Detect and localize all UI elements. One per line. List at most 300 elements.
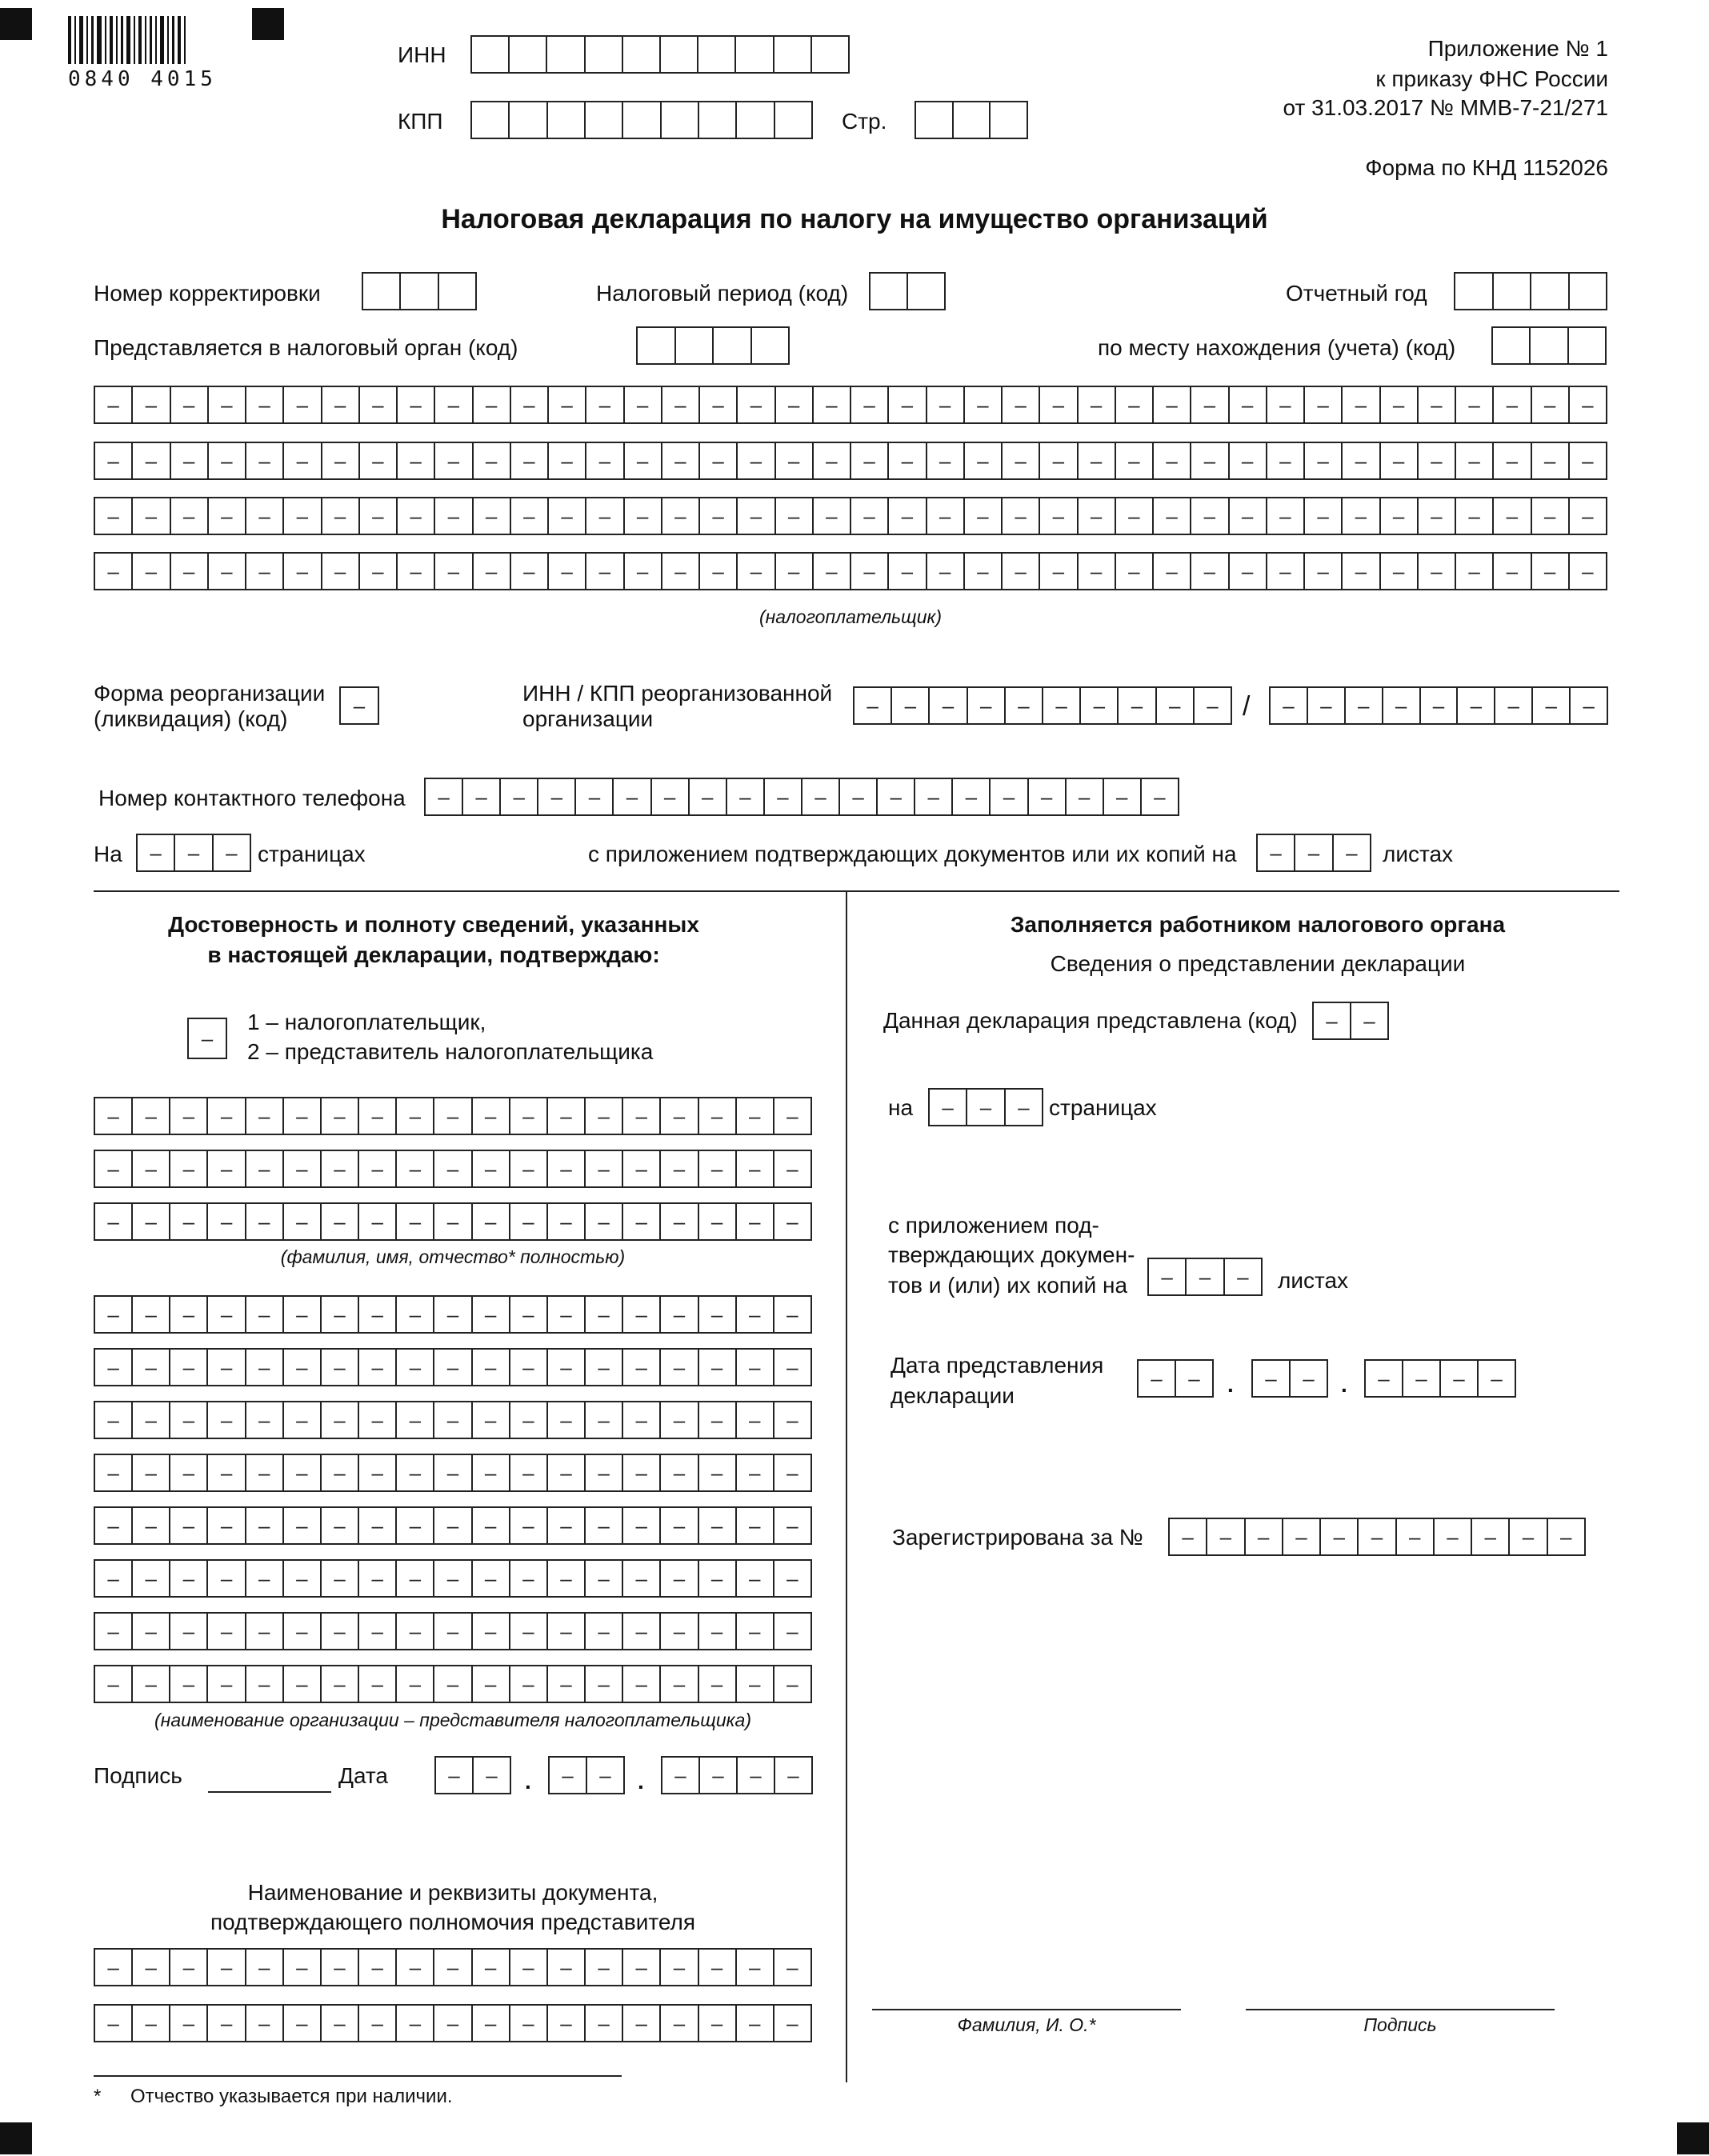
cell[interactable]: – [510, 1402, 548, 1438]
cell[interactable]: – [397, 1561, 434, 1596]
cell[interactable]: – [1116, 443, 1154, 478]
cell[interactable]: – [776, 443, 814, 478]
cell[interactable]: – [284, 1455, 322, 1490]
cell[interactable]: – [576, 779, 614, 814]
cell[interactable]: – [1154, 498, 1191, 534]
cell[interactable]: – [548, 1666, 586, 1702]
cell[interactable]: – [510, 1614, 548, 1649]
cell[interactable]: – [284, 1098, 322, 1134]
cell[interactable]: – [550, 1758, 587, 1793]
cell[interactable]: – [965, 554, 1003, 589]
cell[interactable]: – [95, 554, 133, 589]
cell[interactable]: – [486, 1762, 498, 1787]
cell[interactable]: – [927, 387, 965, 422]
cell[interactable]: – [95, 1508, 133, 1543]
cell[interactable]: – [1139, 1361, 1176, 1396]
cell[interactable]: – [699, 1204, 737, 1239]
cell[interactable]: – [434, 1666, 472, 1702]
cell[interactable]: – [1381, 554, 1419, 589]
cell[interactable]: – [786, 1354, 798, 1379]
cell[interactable]: – [170, 1950, 208, 1985]
cell[interactable]: – [623, 1151, 661, 1186]
cell[interactable]: – [322, 498, 360, 534]
cell[interactable]: – [1532, 443, 1570, 478]
cell[interactable]: – [1154, 443, 1191, 478]
cell[interactable]: – [1029, 779, 1067, 814]
cell[interactable]: – [246, 2006, 284, 2041]
cell[interactable]: – [1003, 387, 1040, 422]
cell[interactable]: – [586, 2006, 623, 2041]
cell[interactable]: – [208, 1455, 246, 1490]
cell[interactable]: – [436, 1758, 474, 1793]
cell[interactable]: – [133, 443, 170, 478]
cell[interactable]: – [208, 1614, 246, 1649]
cell[interactable]: – [398, 554, 435, 589]
cell[interactable]: – [661, 2006, 698, 2041]
cell[interactable]: – [1383, 688, 1421, 723]
cell[interactable]: – [359, 1350, 397, 1385]
cell[interactable]: – [699, 1151, 737, 1186]
cell[interactable]: – [889, 554, 927, 589]
cell[interactable]: – [854, 688, 892, 723]
cell[interactable]: – [473, 1297, 510, 1332]
cell[interactable]: – [965, 498, 1003, 534]
cell[interactable]: – [625, 554, 662, 589]
cell[interactable]: – [434, 1455, 472, 1490]
cell[interactable]: – [246, 1098, 284, 1134]
cell[interactable]: – [1343, 498, 1380, 534]
cell[interactable]: – [814, 554, 851, 589]
cell[interactable]: – [625, 387, 662, 422]
cell[interactable]: – [284, 1204, 322, 1239]
cell[interactable]: – [95, 1950, 133, 1985]
cell[interactable]: – [1154, 387, 1191, 422]
cell[interactable]: – [661, 1950, 698, 1985]
cell[interactable]: – [133, 1455, 170, 1490]
signer-fio-row-3[interactable] [94, 1202, 812, 1241]
taxpayer-name-row-4[interactable] [94, 552, 1607, 590]
cell[interactable]: – [738, 443, 775, 478]
cell[interactable]: – [209, 443, 246, 478]
cell[interactable]: – [623, 1561, 661, 1596]
cell[interactable]: – [435, 554, 473, 589]
location-field[interactable] [1491, 326, 1607, 365]
representative-org-row-1[interactable] [94, 1295, 812, 1334]
cell[interactable]: – [170, 1297, 208, 1332]
cell[interactable]: – [398, 443, 435, 478]
cell[interactable]: – [1314, 1003, 1351, 1038]
cell[interactable]: – [1494, 498, 1531, 534]
cell[interactable]: – [473, 1614, 510, 1649]
cell[interactable]: – [434, 1297, 472, 1332]
cell[interactable]: – [1040, 498, 1078, 534]
cell[interactable]: – [662, 443, 700, 478]
cell[interactable]: – [1006, 688, 1043, 723]
cell[interactable]: – [1366, 1361, 1403, 1396]
cell[interactable]: – [322, 1204, 359, 1239]
cell[interactable]: – [1079, 387, 1116, 422]
cell[interactable]: – [851, 387, 889, 422]
cell[interactable]: – [662, 1758, 700, 1793]
cell[interactable]: – [246, 1614, 284, 1649]
cell[interactable]: – [246, 1151, 284, 1186]
cell[interactable]: – [170, 1666, 208, 1702]
cell[interactable]: – [851, 443, 889, 478]
cell[interactable]: – [548, 1297, 586, 1332]
cell[interactable]: – [133, 1098, 170, 1134]
cell[interactable]: – [930, 1090, 967, 1125]
cell[interactable]: – [599, 1762, 611, 1787]
cell[interactable]: – [170, 1508, 208, 1543]
cell[interactable]: – [727, 779, 765, 814]
cell[interactable]: – [359, 1950, 397, 1985]
cell[interactable]: – [927, 498, 965, 534]
inn-field[interactable] [470, 35, 850, 74]
cell[interactable]: – [95, 443, 133, 478]
cell[interactable]: – [661, 1350, 698, 1385]
cell[interactable]: – [170, 1151, 208, 1186]
cell[interactable]: – [95, 1098, 133, 1134]
cell[interactable]: – [1582, 503, 1594, 528]
cell[interactable]: – [1003, 554, 1040, 589]
cell[interactable]: – [284, 1561, 322, 1596]
cell[interactable]: – [133, 498, 170, 534]
cell[interactable]: – [171, 443, 209, 478]
cell[interactable]: – [699, 1350, 737, 1385]
cell[interactable]: – [434, 1204, 472, 1239]
cell[interactable]: – [1381, 443, 1419, 478]
cell[interactable]: – [133, 1666, 170, 1702]
cell[interactable]: – [1116, 554, 1154, 589]
cell[interactable]: – [786, 1566, 798, 1590]
cell[interactable]: – [1116, 498, 1154, 534]
cell[interactable]: – [661, 1297, 698, 1332]
cell[interactable]: – [322, 1666, 359, 1702]
cell[interactable]: – [434, 2006, 472, 2041]
cell[interactable]: – [814, 443, 851, 478]
cell[interactable]: – [586, 554, 624, 589]
cell[interactable]: – [892, 688, 930, 723]
cell[interactable]: – [1532, 554, 1570, 589]
cell[interactable]: – [586, 1455, 623, 1490]
cell[interactable]: – [397, 1508, 434, 1543]
cell[interactable]: – [776, 387, 814, 422]
cell[interactable]: – [1018, 1094, 1030, 1119]
cell[interactable]: – [1494, 554, 1531, 589]
cell[interactable]: – [586, 1151, 623, 1186]
cell[interactable]: – [586, 1614, 623, 1649]
cell[interactable]: – [586, 1098, 623, 1134]
cell[interactable]: – [360, 554, 398, 589]
cell[interactable]: – [473, 1402, 510, 1438]
cell[interactable]: – [133, 1151, 170, 1186]
cell[interactable]: – [359, 1402, 397, 1438]
cell[interactable]: – [95, 1204, 133, 1239]
cell[interactable]: – [851, 554, 889, 589]
cell[interactable]: – [322, 387, 360, 422]
cell[interactable]: – [1230, 387, 1267, 422]
cell[interactable]: – [95, 498, 133, 534]
cell[interactable]: – [434, 1402, 472, 1438]
cell[interactable]: – [133, 1561, 170, 1596]
representative-org-row-3[interactable] [94, 1401, 812, 1439]
cell[interactable]: – [1191, 387, 1229, 422]
cell[interactable]: – [201, 1026, 214, 1050]
cell[interactable]: – [586, 1297, 623, 1332]
cell[interactable]: – [652, 779, 690, 814]
representative-org-row-8[interactable] [94, 1665, 812, 1703]
cell[interactable]: – [586, 387, 624, 422]
cell[interactable]: – [95, 2006, 133, 2041]
representative-org-row-4[interactable] [94, 1454, 812, 1492]
cell[interactable]: – [360, 387, 398, 422]
cell[interactable]: – [1343, 554, 1380, 589]
representative-org-row-2[interactable] [94, 1348, 812, 1386]
cell[interactable]: – [1456, 554, 1494, 589]
cell[interactable]: – [322, 1151, 359, 1186]
cell[interactable]: – [1441, 1361, 1479, 1396]
cell[interactable]: – [1308, 688, 1346, 723]
cell[interactable]: – [511, 554, 549, 589]
signature-line[interactable] [208, 1791, 331, 1793]
representative-org-row-6[interactable] [94, 1559, 812, 1598]
cell[interactable]: – [473, 1561, 510, 1596]
cell[interactable]: – [700, 443, 738, 478]
cell[interactable]: – [322, 1098, 359, 1134]
cell[interactable]: – [501, 779, 538, 814]
cell[interactable]: – [510, 1455, 548, 1490]
cell[interactable]: – [208, 1098, 246, 1134]
cell[interactable]: – [1494, 443, 1531, 478]
cell[interactable]: – [586, 1402, 623, 1438]
cell[interactable]: – [322, 1508, 359, 1543]
cell[interactable]: – [927, 554, 965, 589]
cell[interactable]: – [474, 443, 511, 478]
cell[interactable]: – [246, 498, 284, 534]
cell[interactable]: – [661, 1614, 698, 1649]
cell[interactable]: – [1230, 498, 1267, 534]
cell[interactable]: – [1267, 498, 1305, 534]
cell[interactable]: – [397, 1950, 434, 1985]
cell[interactable]: – [1271, 688, 1308, 723]
cell[interactable]: – [322, 1297, 359, 1332]
cell[interactable]: – [353, 693, 366, 718]
cell[interactable]: – [95, 1666, 133, 1702]
cell[interactable]: – [991, 779, 1028, 814]
cell[interactable]: – [623, 1666, 661, 1702]
cell[interactable]: – [510, 2006, 548, 2041]
cell[interactable]: – [1303, 1366, 1315, 1390]
cell[interactable]: – [510, 1950, 548, 1985]
cell[interactable]: – [786, 1407, 798, 1432]
cell[interactable]: – [548, 1151, 586, 1186]
cell[interactable]: – [1157, 688, 1195, 723]
cell[interactable]: – [1582, 392, 1594, 417]
cell[interactable]: – [511, 498, 549, 534]
office-pages-field[interactable] [928, 1088, 1043, 1126]
cell[interactable]: – [397, 1455, 434, 1490]
cell[interactable]: – [738, 1758, 775, 1793]
cell[interactable]: – [1435, 1519, 1472, 1554]
cell[interactable]: – [737, 1297, 774, 1332]
cell[interactable]: – [661, 1455, 698, 1490]
cell[interactable]: – [208, 2006, 246, 2041]
cell[interactable]: – [699, 1455, 737, 1490]
cell[interactable]: – [397, 1297, 434, 1332]
submission-date-day-field[interactable] [1137, 1359, 1214, 1398]
cell[interactable]: – [586, 1204, 623, 1239]
cell[interactable]: – [473, 1950, 510, 1985]
cell[interactable]: – [284, 1950, 322, 1985]
cell[interactable]: – [786, 2010, 798, 2035]
cell[interactable]: – [1456, 443, 1494, 478]
signer-fio-row-1[interactable] [94, 1097, 812, 1135]
date-day-field[interactable] [434, 1756, 511, 1794]
cell[interactable]: – [786, 1209, 798, 1234]
cell[interactable]: – [661, 1402, 698, 1438]
cell[interactable]: – [171, 554, 209, 589]
cell[interactable]: – [511, 443, 549, 478]
reorg-form-field[interactable] [339, 686, 379, 725]
cell[interactable]: – [246, 443, 284, 478]
cell[interactable]: – [322, 1950, 359, 1985]
correction-number-field[interactable] [362, 272, 477, 310]
cell[interactable]: – [1267, 443, 1305, 478]
cell[interactable]: – [1119, 688, 1156, 723]
cell[interactable]: – [510, 1561, 548, 1596]
cell[interactable]: – [699, 1614, 737, 1649]
cell[interactable]: – [1305, 554, 1343, 589]
cell[interactable]: – [737, 1614, 774, 1649]
cell[interactable]: – [623, 1098, 661, 1134]
tax-period-field[interactable] [869, 272, 946, 310]
registration-number-field[interactable] [1168, 1518, 1586, 1556]
cell[interactable]: – [397, 1614, 434, 1649]
cell[interactable]: – [171, 498, 209, 534]
cell[interactable]: – [359, 1666, 397, 1702]
cell[interactable]: – [662, 387, 700, 422]
cell[interactable]: – [284, 443, 322, 478]
cell[interactable]: – [968, 688, 1006, 723]
cell[interactable]: – [1458, 688, 1495, 723]
cell[interactable]: – [661, 1508, 698, 1543]
cell[interactable]: – [284, 1614, 322, 1649]
cell[interactable]: – [1079, 554, 1116, 589]
cell[interactable]: – [1321, 1519, 1359, 1554]
cell[interactable]: – [1346, 840, 1358, 865]
cell[interactable]: – [133, 2006, 170, 2041]
cell[interactable]: – [548, 1350, 586, 1385]
cell[interactable]: – [737, 1098, 774, 1134]
cell[interactable]: – [434, 1950, 472, 1985]
cell[interactable]: – [170, 1350, 208, 1385]
cell[interactable]: – [549, 554, 586, 589]
cell[interactable]: – [623, 1297, 661, 1332]
kpp-field[interactable] [470, 101, 813, 139]
cell[interactable]: – [1363, 1008, 1375, 1033]
cell[interactable]: – [208, 1402, 246, 1438]
cell[interactable]: – [737, 1561, 774, 1596]
cell[interactable]: – [814, 498, 851, 534]
cell[interactable]: – [133, 1297, 170, 1332]
cell[interactable]: – [1532, 387, 1570, 422]
taxpayer-name-row-2[interactable] [94, 442, 1607, 480]
cell[interactable]: – [623, 1950, 661, 1985]
cell[interactable]: – [1295, 835, 1333, 870]
cell[interactable]: – [359, 1508, 397, 1543]
cell[interactable]: – [434, 1151, 472, 1186]
cell[interactable]: – [1149, 1259, 1187, 1294]
representative-org-row-7[interactable] [94, 1612, 812, 1650]
cell[interactable]: – [510, 1151, 548, 1186]
cell[interactable]: – [1188, 1366, 1200, 1390]
cell[interactable]: – [434, 1350, 472, 1385]
cell[interactable]: – [661, 1561, 698, 1596]
cell[interactable]: – [700, 387, 738, 422]
office-sheets-field[interactable] [1147, 1258, 1263, 1296]
cell[interactable]: – [1079, 443, 1116, 478]
cell[interactable]: – [699, 1666, 737, 1702]
cell[interactable]: – [208, 1666, 246, 1702]
cell[interactable]: – [1170, 1519, 1207, 1554]
reorg-kpp-field[interactable] [1269, 686, 1608, 725]
cell[interactable]: – [1067, 779, 1104, 814]
cell[interactable]: – [786, 1671, 798, 1696]
cell[interactable]: – [1187, 1259, 1224, 1294]
cell[interactable]: – [95, 1350, 133, 1385]
cell[interactable]: – [133, 1508, 170, 1543]
cell[interactable]: – [284, 554, 322, 589]
cell[interactable]: – [284, 2006, 322, 2041]
tax-authority-field[interactable] [636, 326, 790, 365]
cell[interactable]: – [1267, 387, 1305, 422]
cell[interactable]: – [359, 1204, 397, 1239]
cell[interactable]: – [322, 1402, 359, 1438]
cell[interactable]: – [1381, 498, 1419, 534]
cell[interactable]: – [359, 2006, 397, 2041]
cell[interactable]: – [246, 554, 284, 589]
cell[interactable]: – [889, 387, 927, 422]
authority-doc-row-1[interactable] [94, 1948, 812, 1986]
cell[interactable]: – [1421, 688, 1459, 723]
cell[interactable]: – [1343, 387, 1380, 422]
cell[interactable]: – [625, 443, 662, 478]
cell[interactable]: – [538, 779, 576, 814]
cell[interactable]: – [1381, 387, 1419, 422]
officer-signature-line[interactable] [1246, 2009, 1555, 2010]
cell[interactable]: – [322, 1561, 359, 1596]
cell[interactable]: – [1116, 387, 1154, 422]
signer-type-field[interactable] [187, 1018, 227, 1059]
cell[interactable]: – [398, 498, 435, 534]
cell[interactable]: – [1305, 387, 1343, 422]
cell[interactable]: – [548, 1561, 586, 1596]
cell[interactable]: – [786, 1156, 798, 1181]
cell[interactable]: – [889, 498, 927, 534]
cell[interactable]: – [548, 1204, 586, 1239]
officer-name-line[interactable] [872, 2009, 1181, 2010]
cell[interactable]: – [786, 1513, 798, 1538]
cell[interactable]: – [1003, 443, 1040, 478]
cell[interactable]: – [548, 1950, 586, 1985]
cell[interactable]: – [786, 1954, 798, 1979]
cell[interactable]: – [246, 1204, 284, 1239]
cell[interactable]: – [737, 2006, 774, 2041]
cell[interactable]: – [699, 1098, 737, 1134]
cell[interactable]: – [473, 1455, 510, 1490]
cell[interactable]: – [1230, 443, 1267, 478]
cell[interactable]: – [1191, 443, 1229, 478]
